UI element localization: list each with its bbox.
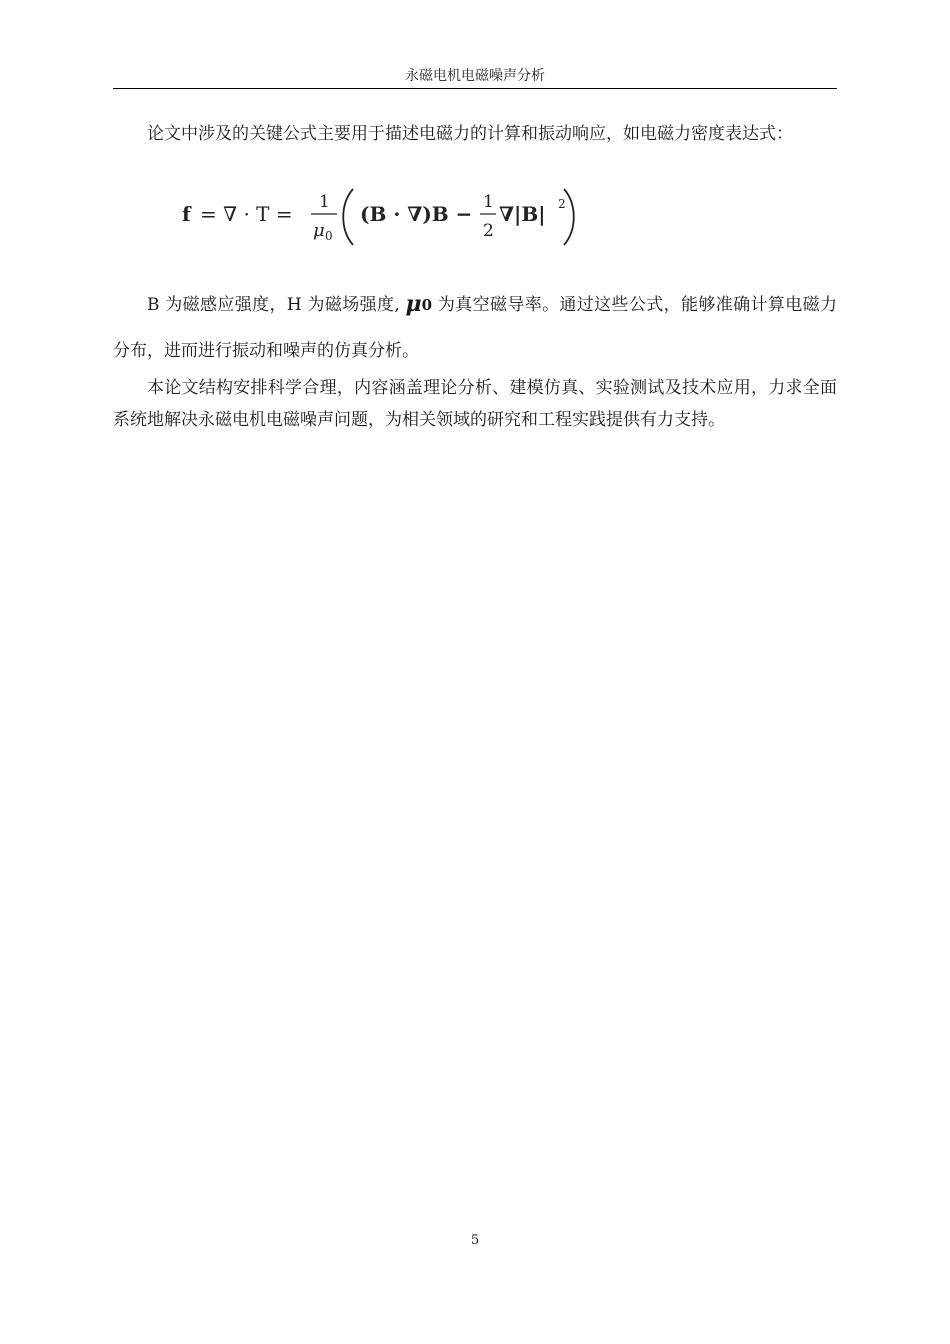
definitions-paragraph: [113, 281, 837, 374]
formula-frac2-num: 1: [483, 192, 494, 212]
definitions-text-part2: 为真空磁导率。通过这些公式，能够准确计算电磁力分布，进而进行振动和噪声的仿真分析。: [113, 295, 838, 361]
formula-term1: (B · ∇)B −: [360, 202, 473, 226]
page-number: 5: [470, 1233, 480, 1248]
electromagnetic-force-density-formula: [180, 186, 580, 248]
formula-frac1-den: μ: [313, 220, 325, 241]
formula-frac1-den-sub: 0: [325, 229, 333, 243]
formula-power: 2: [558, 197, 566, 211]
mu-symbol: μ: [405, 291, 422, 317]
formula-lhs: f: [182, 202, 191, 226]
header-divider: [113, 88, 837, 89]
formula-eq1: = ∇ · T =: [200, 202, 293, 226]
page-header-title: 永磁电机电磁噪声分析: [405, 68, 545, 84]
formula-frac1-num: 1: [319, 192, 330, 212]
conclusion-paragraph: 本论文结构安排科学合理，内容涵盖理论分析、建模仿真、实验测试及技术应用，力求全面系统地解决永磁电机电磁噪声问题，为相关领域的研究和工程实践提供有力支持。: [113, 378, 837, 430]
definitions-text-part1: B 为磁感应强度，H 为磁场强度,: [147, 295, 406, 315]
intro-paragraph: 论文中涉及的关键公式主要用于描述电磁力的计算和振动响应，如电磁力密度表达式：: [147, 124, 793, 144]
mu-subscript: 0: [421, 296, 433, 314]
formula-frac2-den: 2: [483, 221, 494, 241]
formula-left-paren: [343, 189, 353, 245]
formula-term2: ∇|B|: [499, 202, 546, 226]
